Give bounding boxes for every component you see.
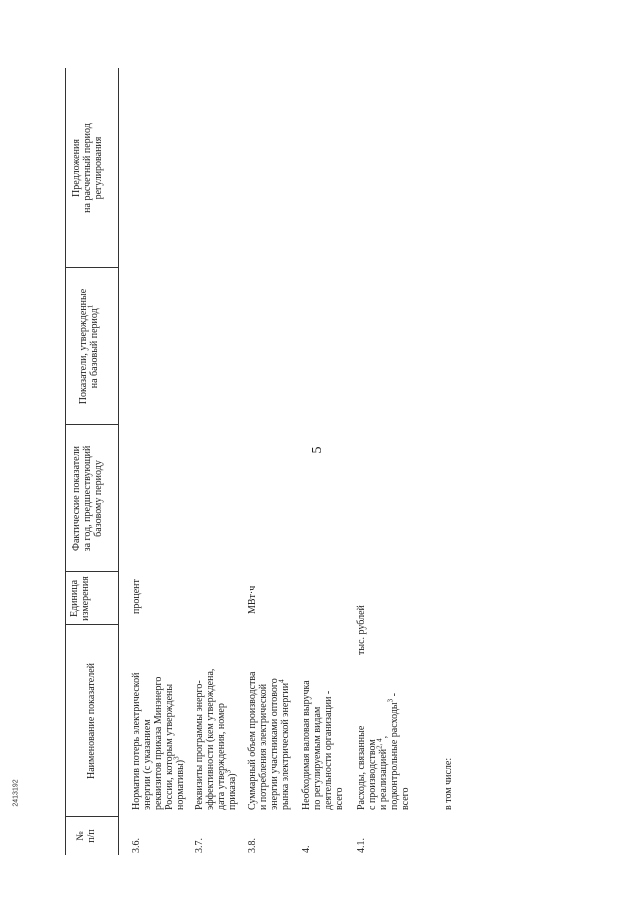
row-unit: МВт·ч: [247, 585, 258, 614]
row-number: 4.: [301, 845, 312, 853]
row-unit: процент: [131, 579, 142, 614]
document-code: 2413192: [12, 779, 20, 807]
row-unit: тыс. рублей: [356, 605, 367, 655]
row-name: Суммарный объем производства и потребления электрической энергии участниками оптового рынка электрической энергии$^4$: [247, 671, 291, 810]
row-name: Реквизиты программы энерго- эффективности (кем утверждена, дата утверждения, номер приказа)$^3$: [194, 668, 238, 810]
header-number: № п/п: [75, 829, 97, 843]
row-number: 3.7.: [194, 838, 205, 853]
header-name: Наименование показателей: [86, 663, 97, 780]
row-number: 4.1.: [356, 838, 367, 853]
row-name: Норматив потерь электрической энергии (с указанием реквизитов приказа Минэнерго России, которым утверждены нормативы)$^3$: [131, 672, 186, 810]
row-number: 3.6.: [131, 838, 142, 853]
row-name: Необходимая валовая выручка по регулируемым видам деятельности организации - всего: [301, 680, 345, 810]
table-header-rule: [118, 68, 119, 855]
header-proposals: Предложения на расчетный период регулирования: [71, 123, 104, 213]
row-name: Расходы, связанные с производством и реализацией$^{2, 4}$, подконтрольные расходы$^3$ - всего: [356, 693, 411, 810]
header-unit: Единица измерения: [69, 576, 91, 621]
including-label: в том числе:: [443, 757, 454, 810]
header-approved: Показатели, утвержденные на базовый период$^1$: [78, 288, 100, 405]
table-top-rule: [65, 68, 66, 855]
indicators-table: [65, 68, 611, 855]
row-number: 3.8.: [247, 838, 258, 853]
page-number: 5: [310, 446, 325, 454]
header-actual: Фактические показатели за год, предшествующий базовому периоду: [71, 445, 104, 552]
